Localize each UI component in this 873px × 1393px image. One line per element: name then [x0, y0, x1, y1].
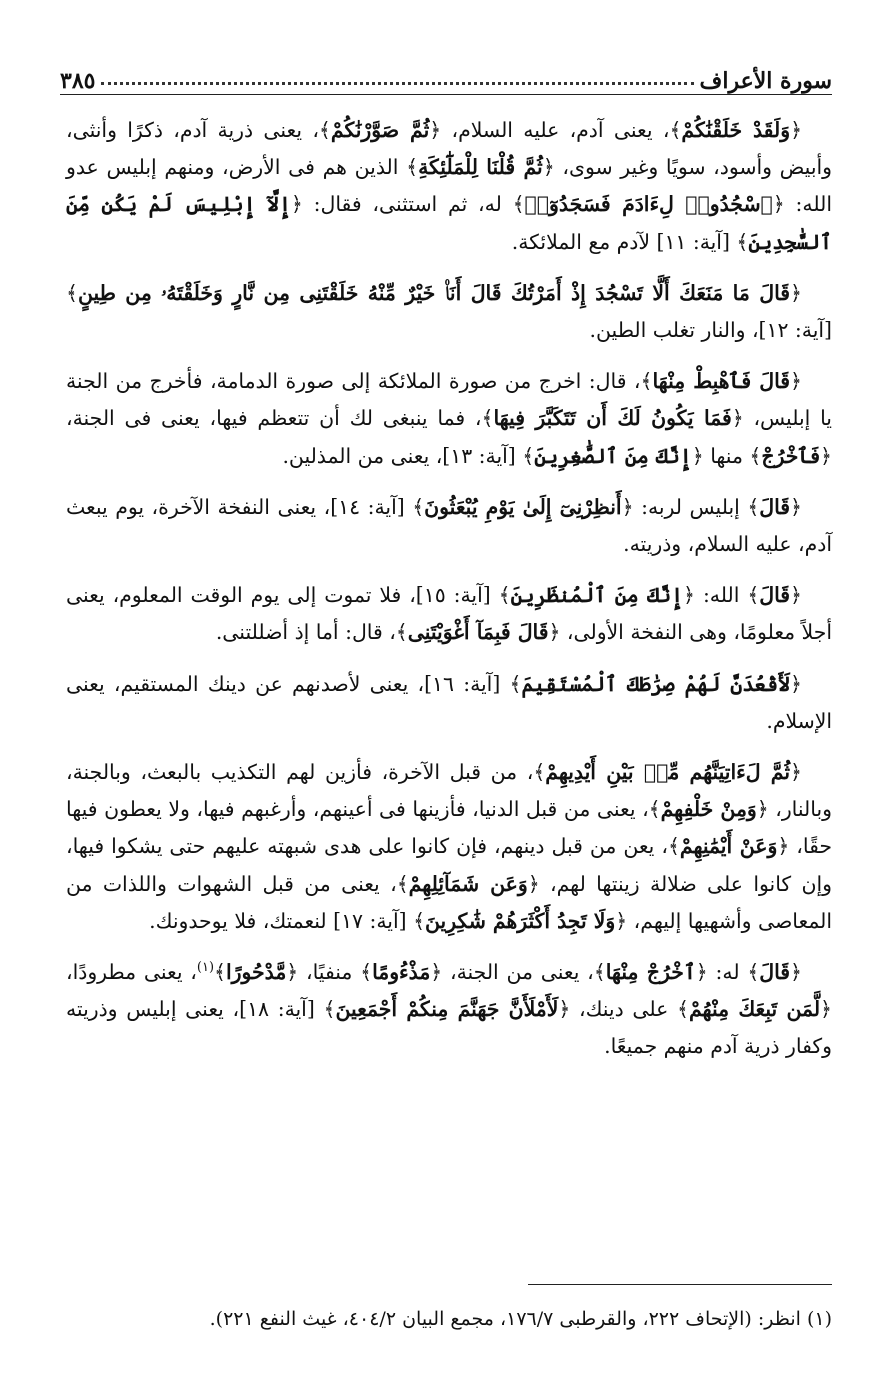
paragraph: [66, 577, 832, 651]
footnote-ref[interactable]: (١): [196, 960, 215, 976]
commentary-text: منها: [703, 443, 750, 468]
quran-verse: وَمِنْ خَلْفِهِمْ: [660, 797, 757, 822]
quran-verse: إِنَّكَ مِنَ ٱلْمُنظَرِينَ: [510, 583, 684, 608]
commentary-text: ، يعن من قبل دينهم، فإن كانوا على هدى شبهته عليهم حتى يشكوا فيها، وإن كانوا على ضلالة زينتها لهم،: [66, 834, 832, 896]
verse-close-bracket: ﴾: [509, 671, 522, 696]
quran-verse: فَمَا يَكُونُ لَكَ أَن تَتَكَبَّرَ فِيهَا: [493, 406, 732, 431]
paragraph: [66, 275, 832, 349]
verse-close-bracket: ﴾: [323, 997, 336, 1022]
commentary-text: [آية: ١٧] لنعمتك، فلا يوحدونك.: [149, 908, 414, 933]
verse-open-bracket: ﴿: [691, 443, 704, 468]
paragraph: [66, 754, 832, 940]
verse-open-bracket: ﴿: [558, 997, 571, 1022]
commentary-text: ، يعنى من قبل الشهوات واللذات من المعاصى وأشهيها إليهم،: [66, 871, 832, 933]
verse-open-bracket: ﴿: [429, 118, 442, 142]
quran-verse: قَالَ مَا مَنَعَكَ أَلَّا تَسْجُدَ إِذْ أَمَرْتُكَ قَالَ أَنَا۠ خَيْرٌ مِّنْهُ خَلَقْتَنِى مِن نَّارٍ وَخَلَقْتَهُۥ مِن طِينٍ: [77, 280, 791, 305]
quran-verse: وَلَقَدْ خَلَقْنَٰكُمْ: [681, 118, 791, 142]
tafsir-body: [66, 112, 832, 1080]
quran-verse: لَّمَن تَبِعَكَ مِنْهُمْ: [688, 997, 821, 1022]
verse-close-bracket: ﴾: [481, 406, 494, 431]
paragraph: [66, 363, 832, 475]
verse-close-bracket: ﴾: [669, 118, 682, 142]
verse-close-bracket: ﴾: [512, 192, 525, 217]
quran-verse: قَالَ: [759, 960, 791, 985]
commentary-text: ، يعنى مطرودًا،: [66, 960, 197, 985]
quran-verse: ٱخْرُجْ مِنْهَا: [605, 960, 696, 985]
commentary-text: الذين هم فى الأرض، ومنهم إبليس عدو الله:: [66, 155, 832, 217]
paragraph: [66, 666, 832, 740]
commentary-text: ، يعنى من قبل الدنيا، فأزينها فى أعينهم، وأرغبهم فيها، ولا يعطون فيها حقًا،: [66, 797, 832, 859]
commentary-text: ، يعنى ذرية آدم، ذكرًا وأنثى، وأبيض وأسود، سويًا وغير سوى،: [66, 118, 833, 180]
verse-open-bracket: ﴿: [790, 760, 802, 785]
verse-close-bracket: ﴾: [648, 797, 661, 822]
commentary-text: ، فما ينبغى لك أن تتعظم فيها، يعنى فى الجنة،: [66, 406, 482, 431]
paragraph: [66, 489, 832, 563]
commentary-text: [آية: ١١] لآدم مع الملائكة.: [511, 229, 737, 254]
verse-close-bracket: ﴾: [522, 443, 535, 468]
quran-verse: قَالَ فَٱهْبِطْ مِنْهَا: [652, 369, 791, 394]
verse-close-bracket: ﴾: [396, 871, 409, 896]
quran-verse: ثُمَّ صَوَّرْنَٰكُمْ: [330, 118, 430, 142]
verse-close-bracket: ﴾: [667, 834, 680, 859]
footnote: (١) انظر: (الإتحاف ٢٢٢، والقرطبى ١٧٦/٧، مجمع البيان ٤٠٤/٢، غيث النفع ٢٢١).: [209, 1308, 832, 1330]
verse-open-bracket: ﴿: [695, 960, 708, 985]
quran-verse: إِنَّكَ مِنَ ٱلصَّٰغِرِينَ: [534, 443, 692, 468]
verse-close-bracket: ﴾: [749, 443, 762, 468]
verse-open-bracket: ﴿: [777, 834, 790, 859]
commentary-text: [آية: ١٢]، والنار تغلب الطين.: [589, 318, 832, 343]
quran-verse: ثُمَّ لَءَاتِيَنَّهُم مِّنۢ بَيْنِ أَيْدِيهِمْ: [545, 760, 791, 785]
verse-open-bracket: ﴿: [527, 871, 540, 896]
page-header: [60, 54, 832, 95]
commentary-text: على دينك،: [570, 997, 678, 1022]
quran-verse: مَّدْحُورًا: [225, 960, 287, 985]
verse-open-bracket: ﴿: [790, 960, 802, 985]
quran-verse: أَنظِرْنِىٓ إِلَىٰ يَوْمِ يُبْعَثُونَ: [424, 494, 622, 519]
verse-close-bracket: ﴾: [360, 960, 373, 985]
paragraph: [66, 954, 832, 1066]
commentary-text: [آية: ١٣]، يعنى من المذلين.: [282, 443, 523, 468]
verse-close-bracket: ﴾: [747, 960, 760, 985]
verse-open-bracket: ﴿: [286, 960, 299, 985]
verse-close-bracket: ﴾: [406, 155, 419, 180]
quran-verse: قَالَ: [759, 494, 791, 519]
verse-close-bracket: ﴾: [318, 118, 331, 142]
commentary-text: ، يعنى آدم، عليه السلام،: [441, 118, 670, 142]
verse-open-bracket: ﴿: [621, 494, 634, 519]
verse-open-bracket: ﴿: [430, 960, 443, 985]
quran-verse: لَأَقْعُدَنَّ لَهُمْ صِرَٰطَكَ ٱلْمُسْتَقِيمَ: [521, 671, 791, 696]
quran-verse: لَأَمْلَأَنَّ جَهَنَّمَ مِنكُمْ أَجْمَعِينَ: [335, 997, 559, 1022]
verse-open-bracket: ﴿: [615, 908, 628, 933]
header-leader-dots: [101, 82, 693, 85]
quran-verse: ثُمَّ قُلْنَا لِلْمَلَٰٓئِكَةِ: [418, 155, 543, 180]
verse-close-bracket: ﴾: [395, 620, 408, 645]
verse-open-bracket: ﴿: [542, 155, 555, 180]
commentary-text: ، من قبل الآخرة، فأزين لهم التكذيب بالبعث، وبالجنة، وبالنار،: [66, 760, 832, 822]
quran-verse: مَذْءُومًا: [372, 960, 431, 985]
verse-close-bracket: ﴾: [412, 494, 425, 519]
commentary-text: منفيًا،: [298, 960, 361, 985]
quran-verse: قَالَ: [759, 583, 791, 608]
surah-title: سورة الأعراف: [699, 68, 832, 94]
commentary-text: إبليس لربه:: [633, 494, 748, 519]
verse-open-bracket: ﴿: [731, 406, 744, 431]
verse-open-bracket: ﴿: [820, 443, 832, 468]
verse-close-bracket: ﴾: [747, 494, 760, 519]
quran-verse: ٱسْجُدُوا۟ لِءَادَمَ فَسَجَدُوٓا۟: [524, 192, 773, 217]
verse-close-bracket: ﴾: [413, 908, 426, 933]
verse-close-bracket: ﴾: [736, 229, 749, 254]
commentary-text: ، قال: أما إذ أضللتنى.: [215, 620, 396, 645]
quran-verse: فَٱخْرُجْ: [761, 443, 821, 468]
verse-open-bracket: ﴿: [790, 494, 802, 519]
paragraph: [66, 112, 832, 261]
verse-close-bracket: ﴾: [677, 997, 689, 1022]
verse-open-bracket: ﴿: [548, 620, 561, 645]
quran-verse: وَعَن شَمَآئِلِهِمْ: [408, 871, 528, 896]
verse-open-bracket: ﴿: [820, 997, 832, 1022]
verse-open-bracket: ﴿: [290, 192, 303, 217]
verse-open-bracket: ﴿: [683, 583, 695, 608]
verse-open-bracket: ﴿: [790, 118, 803, 142]
verse-close-bracket: ﴾: [66, 280, 78, 305]
verse-open-bracket: ﴿: [772, 192, 785, 217]
quran-verse: وَعَنْ أَيْمَٰنِهِمْ: [679, 834, 778, 859]
verse-open-bracket: ﴿: [790, 369, 802, 394]
commentary-text: له:: [707, 960, 748, 985]
commentary-text: [آية: ١٨]، يعنى إبليس وذريته وكفار ذرية آدم منهم جميعًا.: [66, 997, 832, 1059]
verse-close-bracket: ﴾: [214, 960, 226, 985]
verse-close-bracket: ﴾: [640, 369, 653, 394]
verse-open-bracket: ﴿: [790, 583, 802, 608]
verse-open-bracket: ﴿: [790, 671, 802, 696]
commentary-text: ، يعنى من الجنة،: [442, 960, 594, 985]
commentary-text: [آية: ١٥]، فلا تموت إلى يوم الوقت المعلوم، يعنى أجلاً معلومًا، وهى النفخة الأولى،: [66, 583, 832, 645]
verse-close-bracket: ﴾: [747, 583, 760, 608]
commentary-text: ، قال: اخرج من صورة الملائكة إلى صورة الدمامة، فأخرج من الجنة يا إبليس،: [66, 369, 832, 431]
verse-close-bracket: ﴾: [498, 583, 511, 608]
commentary-text: الله:: [695, 583, 748, 608]
quran-verse: قَالَ فَبِمَآ أَغْوَيْتَنِى: [407, 620, 549, 645]
commentary-text: [آية: ١٤]، يعنى النفخة الآخرة، يوم يبعث آدم، عليه السلام، وذريته.: [66, 494, 832, 557]
commentary-text: له، ثم استثنى، فقال:: [302, 192, 513, 217]
quran-verse: إِلَّآ إِبْلِيسَ لَمْ يَكُن مِّنَ ٱلسَّٰجِدِينَ: [66, 192, 832, 254]
footnote-separator: [528, 1284, 832, 1285]
verse-open-bracket: ﴿: [790, 280, 802, 305]
commentary-text: [آية: ١٦]، يعنى لأصدنهم عن دينك المستقيم، يعنى الإسلام.: [66, 671, 832, 733]
page-number: ٣٨٥: [60, 68, 96, 94]
verse-open-bracket: ﴿: [756, 797, 769, 822]
verse-close-bracket: ﴾: [593, 960, 606, 985]
quran-verse: وَلَا تَجِدُ أَكْثَرَهُمْ شَٰكِرِينَ: [425, 908, 616, 933]
verse-close-bracket: ﴾: [533, 760, 546, 785]
